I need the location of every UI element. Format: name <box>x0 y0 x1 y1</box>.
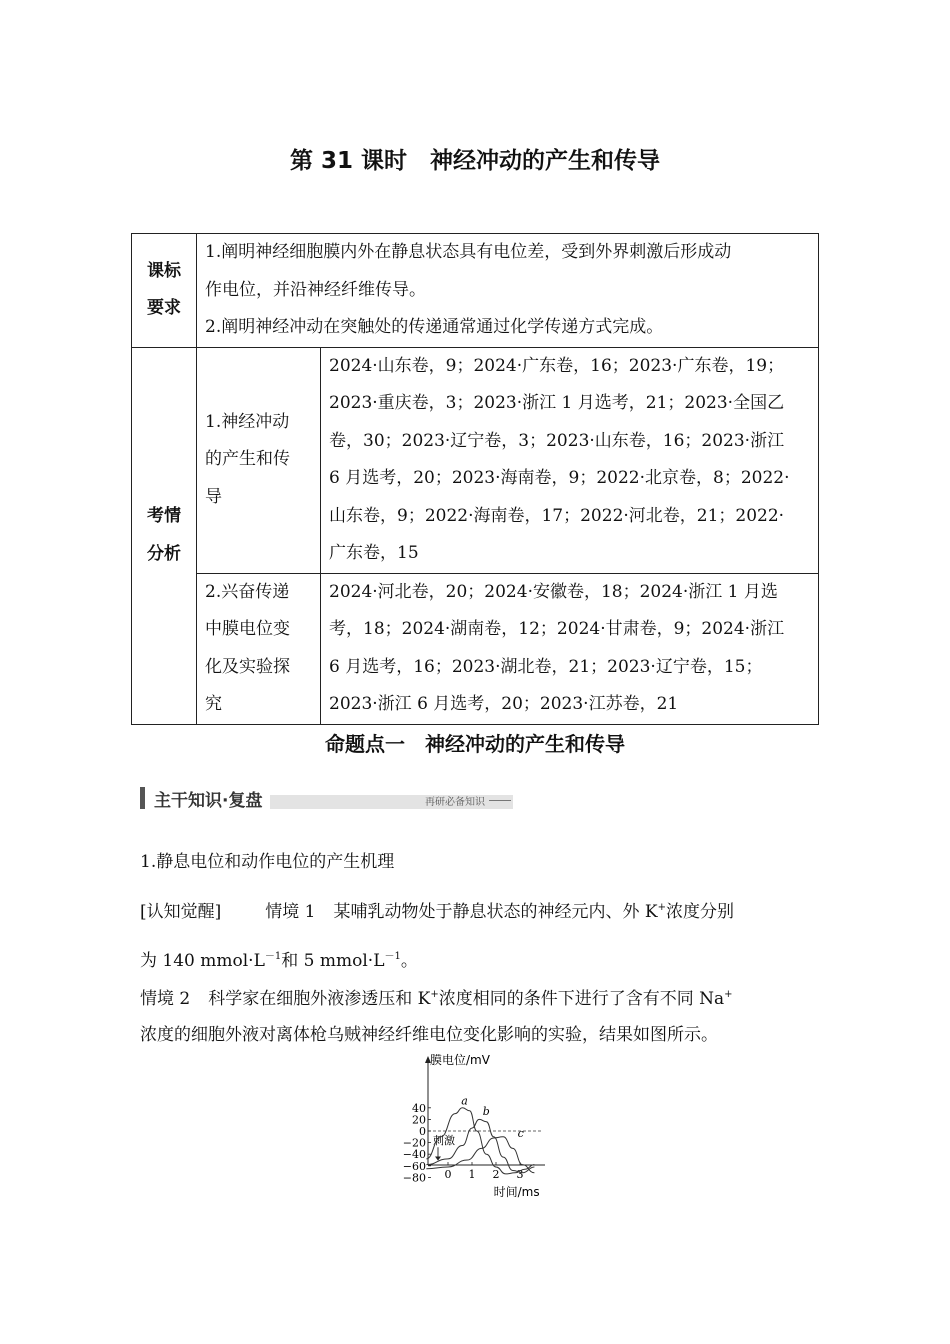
cell-line: 2.兴奋传递 <box>205 581 290 602</box>
section-title: 命题点一 神经冲动的产生和传导 <box>325 732 625 756</box>
cell-line: 广东卷，15 <box>329 543 419 563</box>
cell-line: 2024·山东卷，9；2024·广东卷，16；2023·广东卷，19； <box>329 355 785 376</box>
text: 为 140 mmol·L <box>140 951 265 971</box>
kebiao-content <box>197 234 819 348</box>
banner-label: 主干知识·复盘 <box>154 791 263 811</box>
series-a-label: a <box>461 1094 468 1108</box>
topic-1-cell <box>197 347 321 573</box>
superscript: + <box>430 989 439 1000</box>
y-tick-label: −40 <box>402 1148 426 1162</box>
scenario-label: 情境 1 <box>265 902 316 922</box>
cell-line: 1.阐明神经细胞膜内外在静息状态具有电位差，受到外界刺激后形成动 <box>205 242 732 262</box>
cell-line: 6 月选考，20；2023·海南卷，9；2022·北京卷，8；2022· <box>329 468 790 488</box>
cell-line: 1.神经冲动 <box>205 411 290 432</box>
tag: [认知觉醒] <box>140 902 222 922</box>
scenario-2 <box>140 984 733 1009</box>
header-text: 要求 <box>147 298 181 319</box>
curriculum-table <box>131 233 819 725</box>
topic-2-cell <box>197 573 321 724</box>
scenario-2-line-2: 浓度的细胞外液对离体枪乌贼神经纤维电位变化影响的实验，结果如图所示。 <box>140 1025 718 1045</box>
cell-line: 山东卷，9；2022·海南卷，17；2022·河北卷，21；2022· <box>329 505 785 526</box>
page-title: 第 31 课时 神经冲动的产生和传导 <box>289 148 661 174</box>
cell-line: 的产生和传 <box>205 449 290 470</box>
y-tick-label: 40 <box>412 1101 426 1115</box>
x-tick-label: 0 <box>444 1168 452 1181</box>
y-tick-label: −80 <box>402 1171 426 1185</box>
cell-line: 2024·河北卷，20；2024·安徽卷，18；2024·浙江 1 月选 <box>329 581 778 602</box>
cell-line: 2023·重庆卷，3；2023·浙江 1 月选考，21；2023·全国乙 <box>329 393 785 413</box>
table-row <box>132 573 819 724</box>
text: 浓度分别 <box>666 902 734 922</box>
y-tick-label: 0 <box>419 1125 426 1138</box>
cell-line: 6 月选考，16；2023·湖北卷，21；2023·辽宁卷，15； <box>329 656 763 677</box>
membrane-potential-chart <box>385 1049 565 1201</box>
banner-dash <box>489 800 511 801</box>
series-b-label: b <box>482 1104 490 1118</box>
banner-bar <box>140 787 145 809</box>
cell-line: 化及实验探 <box>205 656 290 677</box>
section-banner <box>140 785 513 811</box>
cell-line: 考，18；2024·湖南卷，12；2024·甘肃卷，9；2024·浙江 <box>329 619 785 639</box>
header-text: 分析 <box>147 543 181 564</box>
text: 和 5 mmol·L <box>281 951 385 971</box>
x-axis-label: 时间/ms <box>493 1185 540 1199</box>
cell-line: 作电位，并沿神经纤维传导。 <box>205 279 426 300</box>
kaoqing-header <box>132 347 197 724</box>
banner-subtitle: 再研必备知识 <box>425 797 485 808</box>
header-text: 课标 <box>147 260 181 281</box>
x-tick-label: 2 <box>492 1168 500 1181</box>
y-tick-label: −60 <box>402 1159 426 1173</box>
y-tick-label: 20 <box>412 1113 426 1127</box>
cell-line: 究 <box>205 694 222 714</box>
kebiao-header <box>132 234 197 348</box>
scenario-label: 情境 2 <box>140 989 191 1009</box>
y-axis-label: 膜电位/mV <box>430 1053 490 1067</box>
cell-line: 2.阐明神经冲动在突触处的传递通常通过化学传递方式完成。 <box>205 317 664 337</box>
cell-line: 中膜电位变 <box>205 619 290 639</box>
topic-1-refs <box>321 347 819 573</box>
superscript: + <box>724 989 733 1000</box>
text: 科学家在细胞外液渗透压和 K <box>208 989 431 1009</box>
x-tick-label: 3 <box>516 1168 524 1181</box>
text: 浓度相同的条件下进行了含有不同 Na <box>438 989 725 1009</box>
y-tick-label: −20 <box>402 1136 426 1150</box>
scenario-1 <box>140 897 734 922</box>
superscript: －1 <box>264 951 282 962</box>
stimulus-label: 刺激 <box>433 1133 455 1147</box>
text: 。 <box>400 951 418 971</box>
topic-2-refs <box>321 573 819 724</box>
cell-line: 卷，30；2023·辽宁卷，3；2023·山东卷，16；2023·浙江 <box>329 430 785 451</box>
superscript: －1 <box>384 951 401 962</box>
body-heading: 1.静息电位和动作电位的产生机理 <box>140 852 395 872</box>
scenario-1-line-2 <box>140 946 418 971</box>
table-row <box>132 347 819 573</box>
table-row <box>132 234 819 348</box>
superscript: + <box>657 902 666 913</box>
series-c-label: c <box>517 1126 524 1140</box>
text: 某哺乳动物处于静息状态的神经元内、外 K <box>333 902 658 922</box>
cell-line: 2023·浙江 6 月选考，20；2023·江苏卷，21 <box>329 694 679 714</box>
cell-line: 导 <box>205 486 222 507</box>
x-tick-label: 1 <box>468 1168 476 1181</box>
header-text: 考情 <box>147 506 181 526</box>
